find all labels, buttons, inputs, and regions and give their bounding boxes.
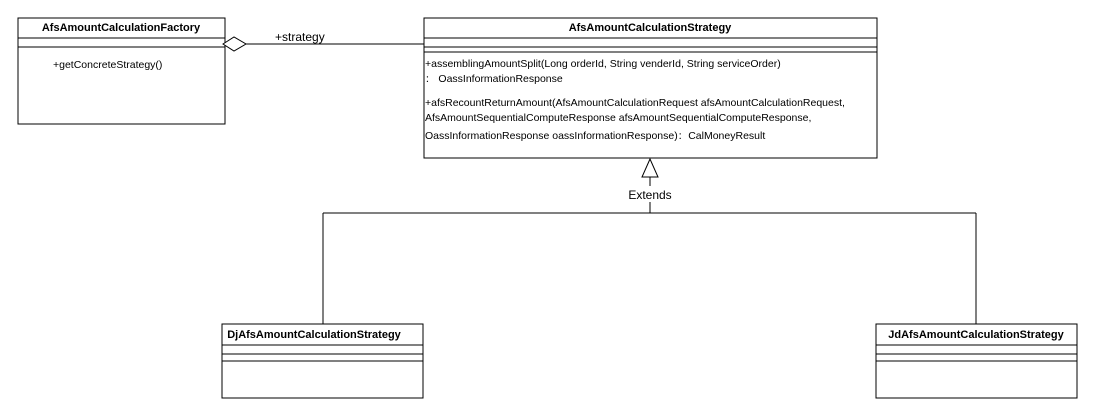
strategy-method-recount-line-3: OassInformationResponse oassInformationResponse)：CalMoneyResult — [425, 130, 766, 142]
strategy-class-name: AfsAmountCalculationStrategy — [568, 22, 732, 34]
aggregation-label: +strategy — [275, 30, 325, 44]
strategy-method-assembling-line-2: ： OassInformationResponse — [425, 73, 563, 85]
jd-class-name: JdAfsAmountCalculationStrategy — [888, 329, 1064, 341]
strategy-method-assembling-line-1: +assemblingAmountSplit(Long orderId, String venderId, String serviceOrder) — [425, 58, 781, 70]
strategy-method-recount-line-1: +afsRecountReturnAmount(AfsAmountCalculationRequest afsAmountCalculationRequest, — [425, 97, 845, 109]
aggregation-relation — [223, 30, 424, 51]
class-afs-amount-calculation-strategy[interactable] — [424, 18, 877, 158]
generalization-triangle-icon — [642, 159, 658, 177]
generalization-relation — [323, 159, 976, 324]
class-jd-afs-amount-calculation-strategy[interactable] — [876, 324, 1077, 398]
factory-class-name: AfsAmountCalculationFactory — [41, 22, 201, 34]
factory-method: +getConcreteStrategy() — [53, 59, 163, 71]
aggregation-diamond-icon — [223, 37, 246, 51]
generalization-label: Extends — [628, 188, 672, 202]
class-dj-afs-amount-calculation-strategy[interactable] — [222, 324, 423, 398]
strategy-method-recount-line-2: AfsAmountSequentialComputeResponse afsAmountSequentialComputeResponse, — [425, 112, 812, 124]
class-afs-amount-calculation-factory[interactable] — [18, 18, 225, 124]
dj-class-name: DjAfsAmountCalculationStrategy — [227, 329, 401, 341]
